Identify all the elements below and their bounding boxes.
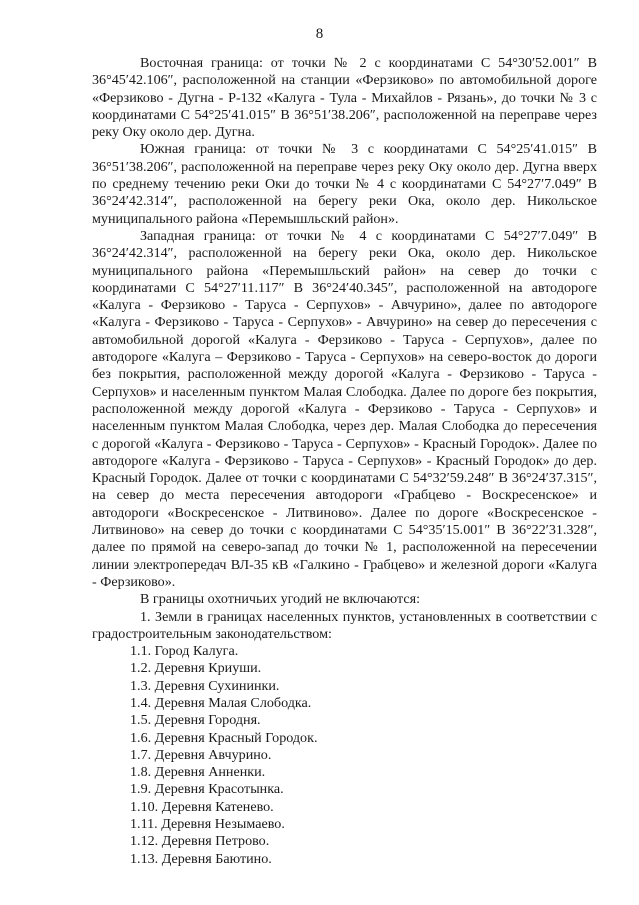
list-item: 1.10. Деревня Катенево.: [130, 798, 274, 815]
paragraph-south-border: Южная граница: от точки № 3 с координатами С 54°25′41.015″ В 36°51′38.206″, расположенной на переправе через реку Оку около дер. Дугна вверх по среднему течению реки Оки до точки № 4 с координатами С 54°27′7.049″ В 36°24′42.314″, расположенной на берегу реки Ока, около дер. Никольское муниципального района «Перемышльский район».: [92, 141, 597, 227]
paragraph-east-border: Восточная граница: от точки № 2 с координатами С 54°30′52.001″ В 36°45′42.106″, расположенной на станции «Ферзиково» по автомобильной дороге «Ферзиково - Дугна - Р-132 «Калуга - Тула - Михайлов - Рязань», до точки № 3 с координатами С 54°25′41.015″ В 36°51′38.206″, расположенной на переправе через реку Оку около дер. Дугна.: [92, 55, 597, 141]
list-item: 1.9. Деревня Красотынка.: [130, 781, 284, 798]
paragraph-exclusions-heading: В границы охотничьих угодий не включаются:: [140, 591, 420, 608]
list-item: 1.6. Деревня Красный Городок.: [130, 729, 318, 746]
list-item: 1.4. Деревня Малая Слободка.: [130, 694, 312, 711]
list-item: 1.7. Деревня Авчурино.: [130, 746, 272, 763]
list-item: 1.8. Деревня Анненки.: [130, 764, 266, 781]
list-item: 1.11. Деревня Незымаево.: [130, 816, 285, 833]
settlements-list: [92, 643, 597, 868]
page-number: 8: [315, 26, 324, 42]
list-item: 1.3. Деревня Сухининки.: [130, 677, 280, 694]
list-item: 1.5. Деревня Городня.: [130, 712, 261, 729]
document-body: [92, 55, 597, 868]
list-item: 1.12. Деревня Петрово.: [130, 833, 270, 850]
paragraph-exclusion-item-1: 1. Земли в границах населенных пунктов, установленных в соответствии с градостроительным законодательством:: [92, 608, 597, 642]
paragraph-west-border: Западная граница: от точки № 4 с координатами С 54°27′7.049″ В 36°24′42.314″, расположенной на берегу реки Ока, около дер. Никольское муниципального района «Перемышльский район» на север до точки с координатами С 54°27′11.117″ В 36°24′40.345″, расположенной на автодороге «Калуга - Ферзиково - Таруса - Серпухов» - Авчурино», далее по автодороге «Калуга - Ферзиково - Таруса - Серпухов» - Авчурино» на север до пересечения с автомобильной дорогой «Калуга - Ферзиково - Таруса - Серпухов», далее по автодороге «Калуга – Ферзиково - Таруса - Серпухов» на северо-восток до дороги без покрытия, расположенной между дорогой «Калуга - Ферзиково - Таруса - Серпухов» и населенным пунктом Малая Слободка. Далее по дороге без покрытия, расположенной между дорогой «Калуга - Ферзиково - Таруса - Серпухов» и населенным пунктом Малая Слободка, через дер. Малая Слободка до пересечения с дорогой «Калуга - Ферзиково - Таруса - Серпухов» - Красный Городок». Далее по автодороге «Калуга - Ферзиково - Таруса - Серпухов» - Красный Городок» до дер. Красный Городок. Далее от точки с координатами С 54°32′59.248″ В 36°24′37.315″, на север до места пересечения автодороги «Грабцево - Воскресенское» и автодороги «Воскресенское - Литвиново». Далее по дороге «Воскресенское - Литвиново» на север до точки с координатами С 54°35′15.001″ В 36°22′31.328″, далее по прямой на северо-запад до точки № 1, расположенной на пересечении линии электропередач ВЛ-35 кВ «Галкино - Грабцево» и железной дороги «Калуга - Ферзиково».: [92, 227, 597, 590]
list-item: 1.1. Город Калуга.: [130, 643, 239, 660]
list-item: 1.13. Деревня Баютино.: [130, 850, 272, 867]
list-item: 1.2. Деревня Криуши.: [130, 660, 262, 677]
